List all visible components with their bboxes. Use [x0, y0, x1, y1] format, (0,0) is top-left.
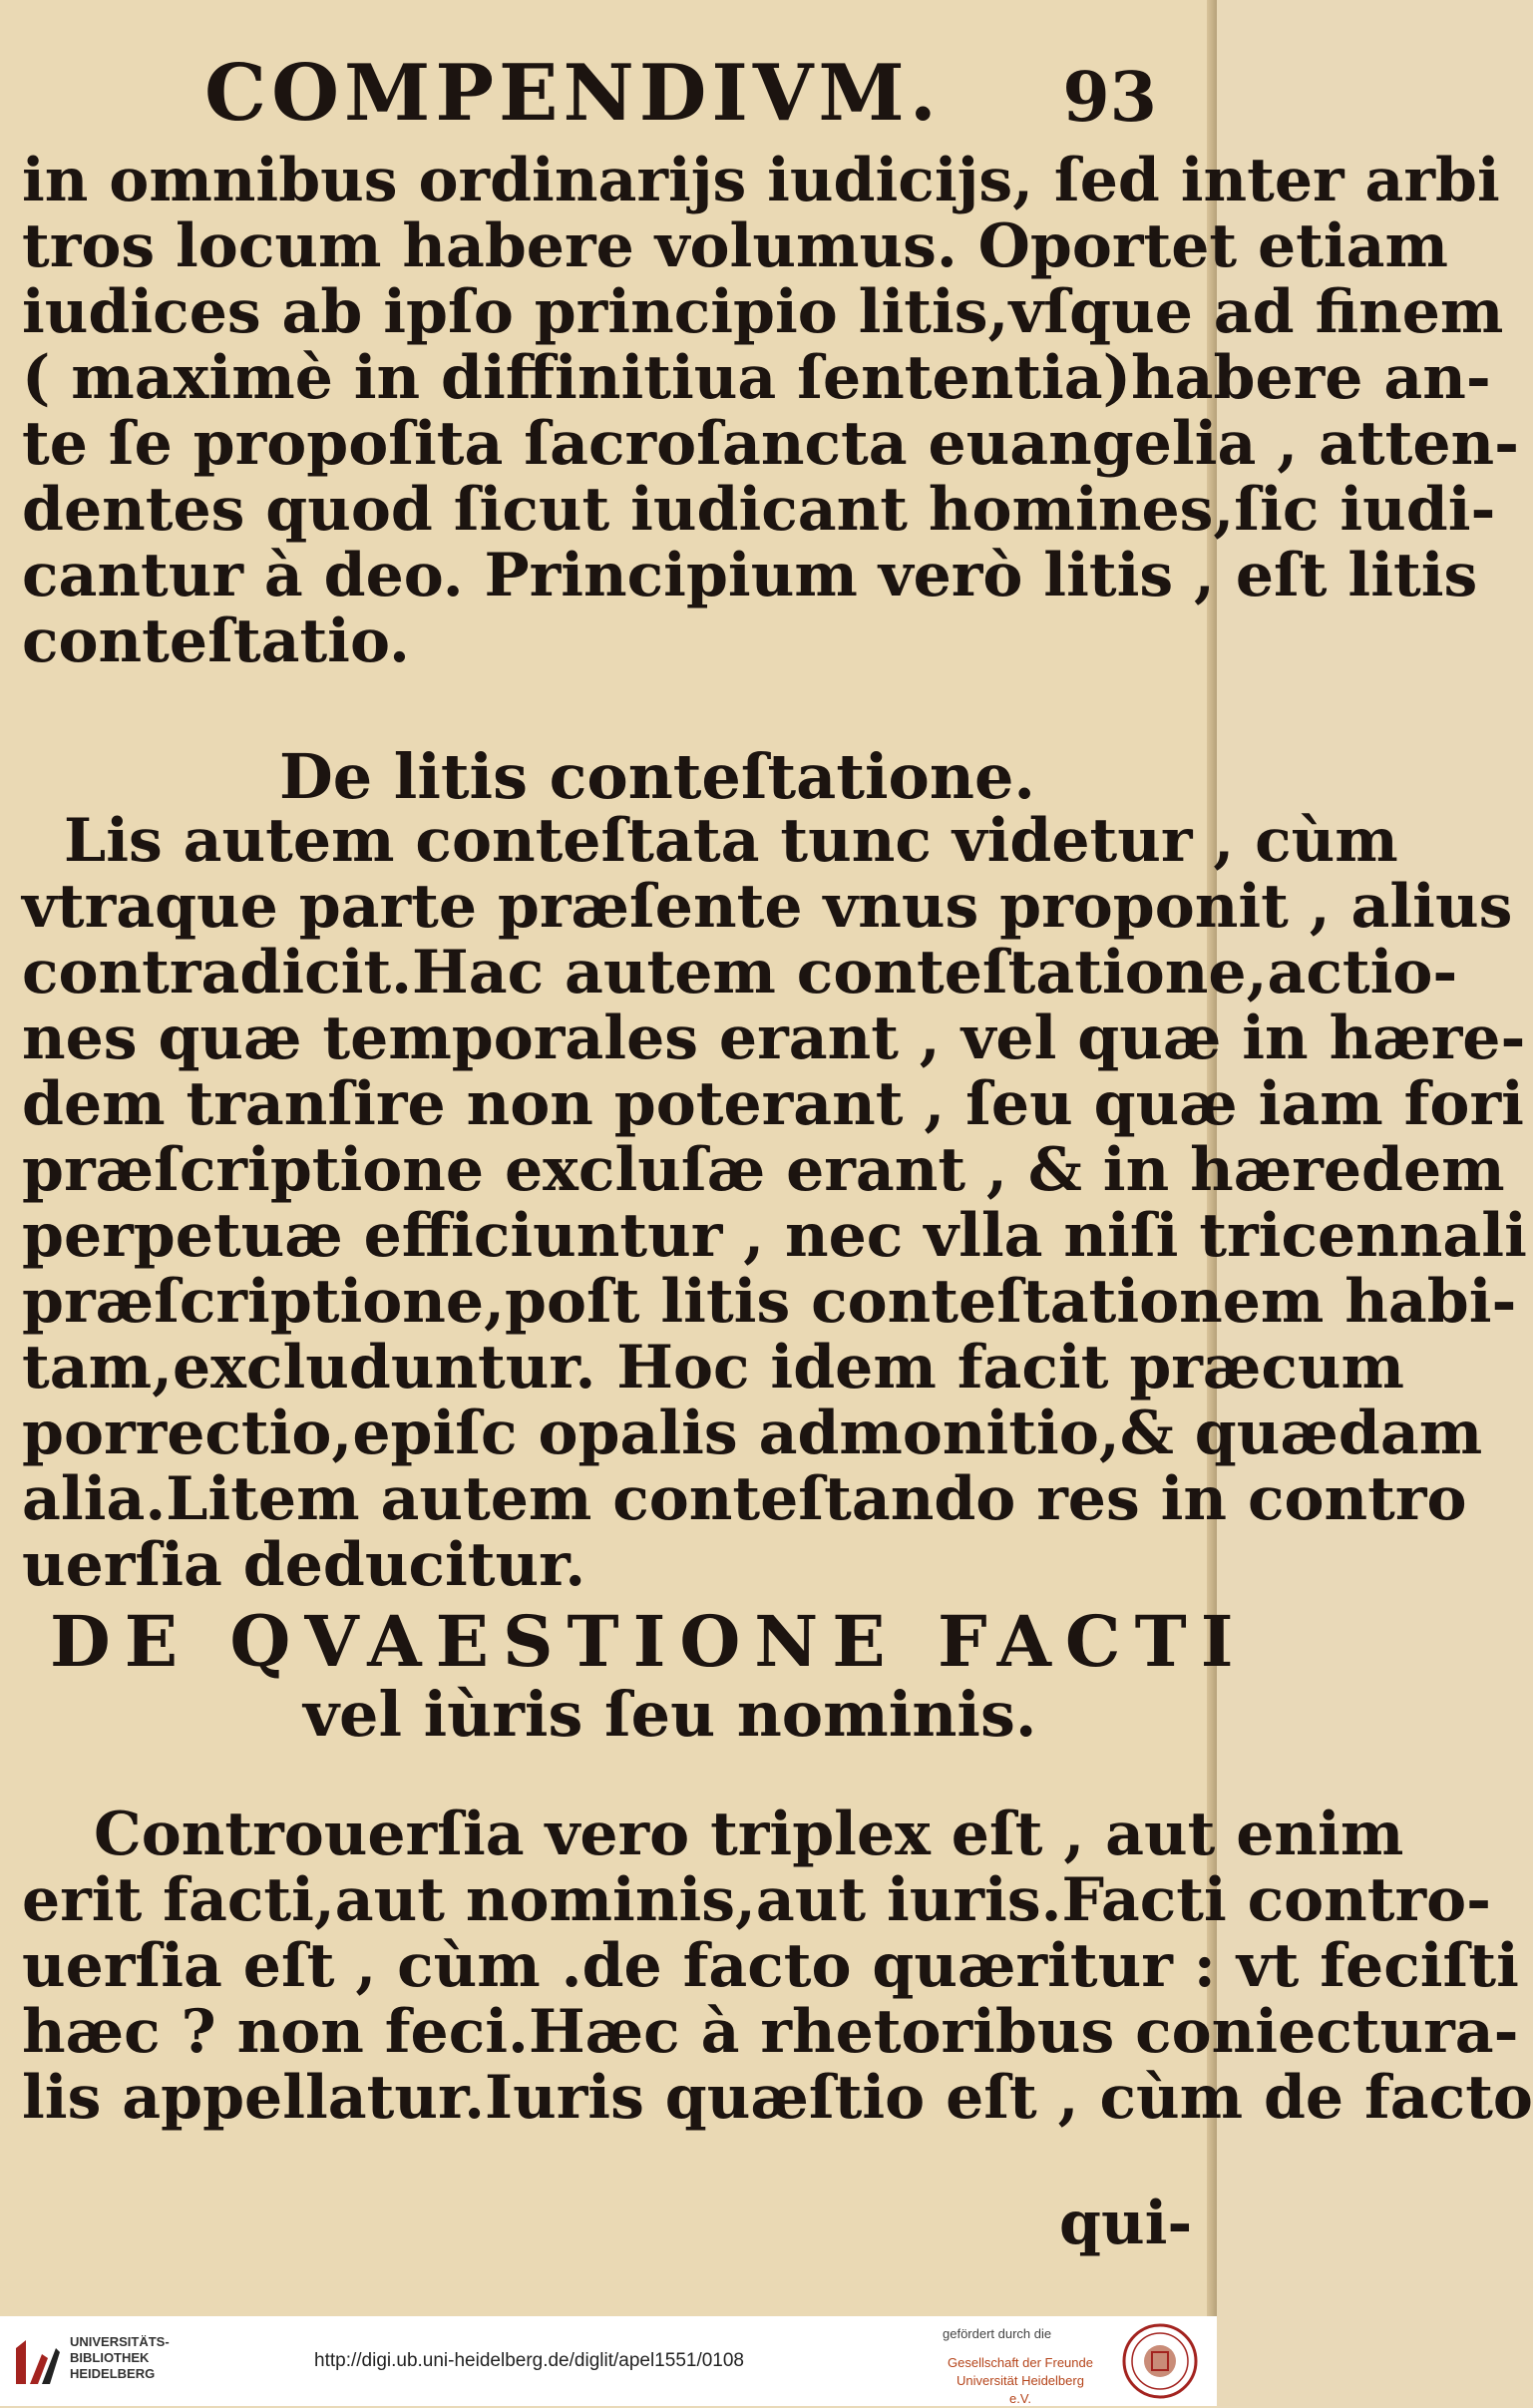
body-line: uerſia deducitur. [22, 1530, 586, 1600]
sponsor-name [946, 2354, 1095, 2408]
body-line: vtraque parte præſente vnus proponit , alius [22, 872, 1513, 942]
digitization-footer [0, 2316, 1217, 2406]
body-line: præſcriptione,poſt litis conteſtationem habi- [22, 1267, 1517, 1337]
library-logo-icon [12, 2334, 62, 2388]
body-line: iudices ab ipſo principio litis,vſque ad finem [22, 277, 1504, 347]
body-line: perpetuæ efficiuntur , nec vlla niſi tricennali [22, 1201, 1527, 1271]
body-line: ( maximè in diffinitiua ſententia)habere an- [22, 343, 1491, 413]
running-head-title: COMPENDIVM. [204, 48, 942, 139]
body-line: alia.Litem autem conteſtando res in contro [22, 1464, 1467, 1534]
section-subheading: vel iùris ſeu nominis. [303, 1678, 1037, 1751]
running-head [0, 48, 1217, 138]
university-seal-icon [1121, 2322, 1199, 2400]
body-line: erit facti,aut nominis,aut iuris.Facti contro- [22, 1865, 1492, 1935]
body-line: dem tranſire non poterant , ſeu quæ iam fori [22, 1069, 1524, 1139]
body-line: porrectio,epiſc opalis admonitio,& quædam [22, 1399, 1483, 1468]
body-line: tam,excluduntur. Hoc idem facit præcum [22, 1333, 1405, 1403]
sponsor-label: gefördert durch die [943, 2326, 1052, 2341]
body-line: nes quæ temporales erant , vel quæ in hære- [22, 1003, 1526, 1073]
body-line: tros locum habere volumus. Oportet etiam [22, 211, 1449, 281]
library-name-line: HEIDELBERG [70, 2366, 156, 2381]
body-line: contradicit.Hac autem conteſtatione,actio- [22, 938, 1458, 1007]
catchword: qui- [1059, 2189, 1193, 2258]
library-name-line: UNIVERSITÄTS- [70, 2334, 170, 2349]
section-heading-caps: DE QVAESTIONE FACTI [50, 1600, 1248, 1683]
body-line: te ſe propoſita ſacroſancta euangelia , atten- [22, 409, 1520, 479]
sponsor-name-line: Universität Heidelberg e.V. [957, 2373, 1084, 2406]
body-line: Controuerſia vero triplex eſt , aut enim [94, 1800, 1404, 1869]
body-line: lis appellatur.Iuris quæſtio eſt , cùm de facto [22, 2063, 1533, 2133]
section-heading: De litis conteſtatione. [279, 740, 1035, 813]
body-line: dentes quod ſicut iudicant homines,ſic iudi- [22, 475, 1496, 545]
sponsor-name-line: Gesellschaft der Freunde [948, 2355, 1093, 2370]
body-line: in omnibus ordinarijs iudicijs, ſed inter arbi [22, 146, 1500, 215]
body-line: Lis autem conteſtata tunc videtur , cùm [64, 806, 1398, 876]
body-line: hæc ? non feci.Hæc à rhetoribus coniectura- [22, 1997, 1519, 2067]
library-name [70, 2334, 170, 2382]
body-line: conteſtatio. [22, 606, 410, 676]
body-line: præſcriptione excluſæ erant , & in hæredem [22, 1135, 1505, 1205]
body-line: cantur à deo. Principium verò litis , eſt litis [22, 541, 1478, 610]
source-url-link[interactable]: http://digi.ub.uni-heidelberg.de/diglit/apel1551/0108 [314, 2350, 744, 2371]
page-number: 93 [1062, 58, 1157, 138]
body-line: uerſia eſt , cùm .de facto quæritur : vt feciſti [22, 1931, 1519, 2001]
library-name-line: BIBLIOTHEK [70, 2350, 150, 2365]
